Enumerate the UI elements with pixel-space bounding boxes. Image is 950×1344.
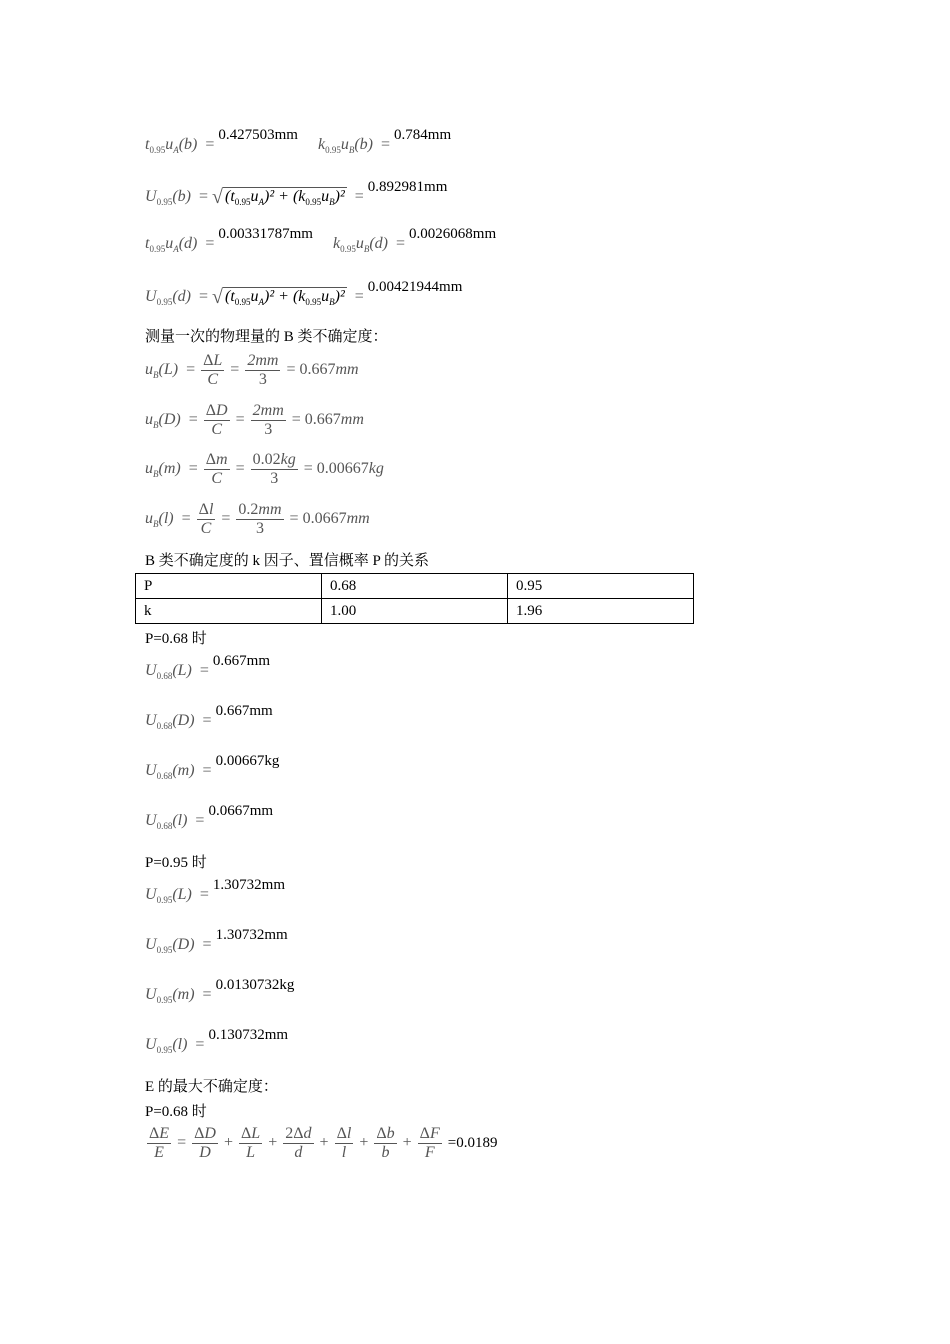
value-U068-m: 0.00667kg [215,753,280,769]
table-cell: 1.00 [322,599,508,624]
value-U095-l: 0.130732mm [208,1027,289,1043]
value-U095-L: 1.30732mm [212,877,285,893]
value-U068-l: 0.0667mm [208,803,274,819]
value-U095-m: 0.0130732kg [215,977,295,993]
table-cell: 0.95 [508,574,694,599]
value-uB-m: 0.00667 [316,460,369,478]
value-tA-d: 0.00331787mm [218,226,313,242]
value-kB-d: 0.0026068mm [409,226,497,242]
value-uB-l: 0.0667 [302,510,347,528]
table-cell: 1.96 [508,599,694,624]
value-U068-L: 0.667mm [212,653,270,669]
formula-U095-m: $U_{0.95}(m) =0.0130732kg$ [145,977,295,1005]
formula-U095-L: $U_{0.95}(L) =1.30732mm$ [145,877,285,905]
value-tA-b: 0.427503mm [218,127,298,143]
k-table-caption: B 类不确定度的 k 因子、置信概率 P 的关系 [145,553,430,569]
formula-U-b: $U_{0.95}(b)$ = √ $(t_{0.95}u_A)^2 + (k_{0.95}u_B)^2 =0.892981mm$ [145,179,448,208]
value-U095-D: 1.30732mm [215,927,288,943]
formula-U068-L: $U_{0.68}(L) =0.667mm$ [145,653,270,681]
value-uB-D: 0.667 [304,411,341,429]
table-cell: P [136,574,322,599]
formula-U095-l: $U_{0.95}(l) =0.130732mm$ [145,1027,289,1055]
formula-tA-b: $t_{0.95}u_A(b) =0.427503mm$ $k_{0.95}u_B(b) =0.784mm$ [145,127,452,155]
b-type-heading: 测量一次的物理量的 B 类不确定度： [145,329,388,345]
formula-dE-over-E: $\frac{\Delta E}{E}$ = $\frac{\Delta D}{D}$ + $\frac{\Delta L}{L}$ + $\frac{2\Delta d}{d}$ + $\frac{\Delta l}{l}$ + $\frac{\Delta b}{b}$ + $\frac{\Delta F}{F}$ =0.0189 [149,1125,498,1161]
formula-U068-l: $U_{0.68}(l) =0.0667mm$ [145,803,274,831]
value-U-d: 0.00421944mm [367,279,463,295]
value-kB-b: 0.784mm [394,127,452,143]
table-row [136,574,694,599]
table-row [136,599,694,624]
formula-tA-d: $t_{0.95}u_A(d) =0.00331787mm$ $k_{0.95}u_B(d) =0.0026068mm$ [145,226,497,254]
formula-uB-l: $u_B(l)$ = $\frac{\Delta l}{C}$ = $\frac{0.2mm}{3}$ = 0.0667mm [145,501,370,537]
formula-U095-D: $U_{0.95}(D) =1.30732mm$ [145,927,288,955]
formula-U068-m: $U_{0.68}(m) =0.00667kg$ [145,753,280,781]
formula-U-d: $U_{0.95}(d)$ = √ $(t_{0.95}u_A)^2 + (k_{0.95}u_B)^2 =0.00421944mm$ [145,279,463,308]
formula-uB-m: $u_B(m)$ = $\frac{\Delta m}{C}$ = $\frac{0.02kg}{3}$ = 0.00667kg [145,451,384,487]
formula-U068-D: $U_{0.68}(D) =0.667mm$ [145,703,273,731]
table-cell: 0.68 [322,574,508,599]
formula-uB-L: $u_B(L)$ = $\frac{\Delta L}{C}$ = $\frac{2mm}{3}$ = 0.667mm [145,352,359,388]
value-U068-D: 0.667mm [215,703,273,719]
k-factor-table [135,573,694,624]
p095-heading: P=0.95 时 [145,855,207,871]
value-uB-L: 0.667 [299,361,336,379]
formula-uB-D: $u_B(D)$ = $\frac{\Delta D}{C}$ = $\frac{2mm}{3}$ = 0.667mm [145,402,364,438]
max-uncertainty-heading: E 的最大不确定度： [145,1079,278,1095]
value-dE-over-E: =0.0189 [447,1135,498,1152]
max-uncertainty-subheading: P=0.68 时 [145,1104,207,1120]
table-cell: k [136,599,322,624]
p068-heading: P=0.68 时 [145,631,207,647]
value-U-b: 0.892981mm [367,179,448,195]
